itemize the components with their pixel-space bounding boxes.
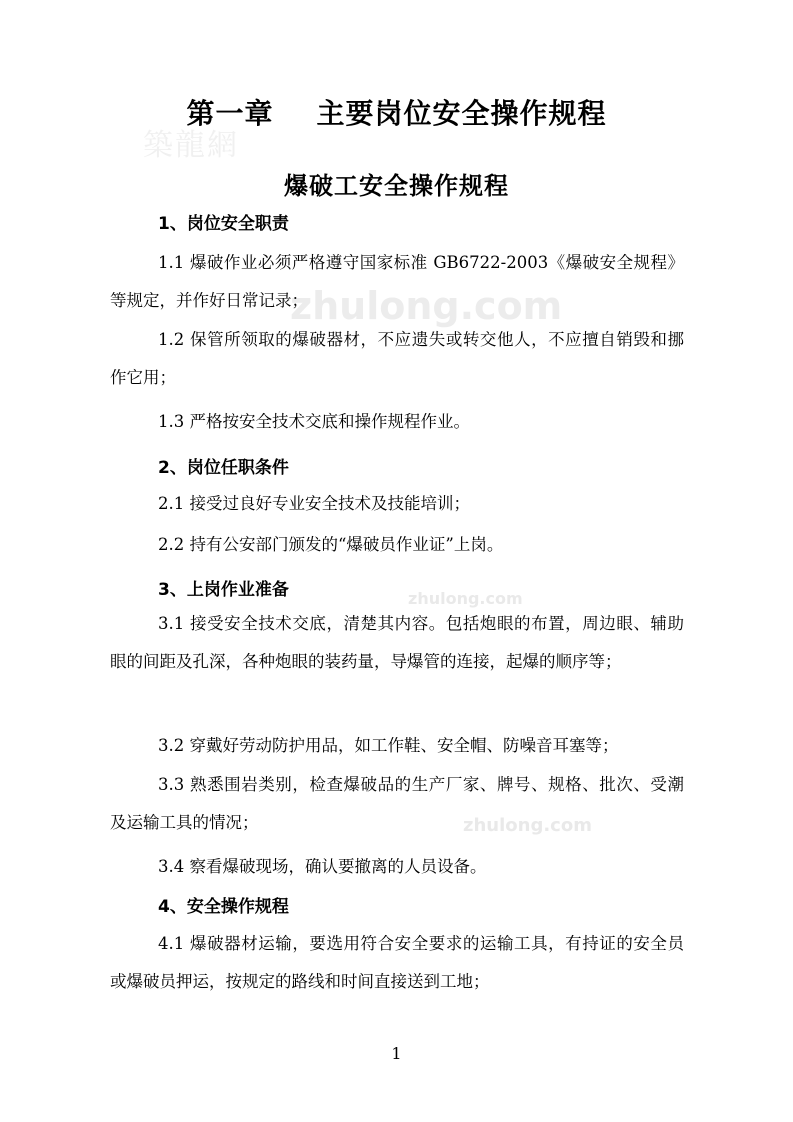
paragraph: 4.1 爆破器材运输，要选用符合安全要求的运输工具，有持证的安全员或爆破员押运，按规定的路线和时间直接送到工地；: [110, 934, 684, 991]
watermark-large: zhulong.com: [290, 284, 563, 328]
paragraph: 1.2 保管所领取的爆破器材，不应遗失或转交他人，不应擅自销毁和挪作它用；: [110, 330, 684, 387]
section-heading: 2、岗位任职条件: [158, 458, 289, 478]
paragraph: 1.3 严格按安全技术交底和操作规程作业。: [158, 412, 470, 431]
paragraph: 2.1 接受过良好专业安全技术及技能培训；: [158, 494, 470, 513]
watermark-small: zhulong.com: [463, 815, 592, 836]
paragraph: 3.1 接受安全技术交底，清楚其内容。包括炮眼的布置，周边眼、辅助眼的间距及孔深，各种炮眼的装药量，导爆管的连接，起爆的顺序等；: [110, 614, 684, 671]
section-heading: 3、上岗作业准备: [158, 580, 289, 600]
section-heading: 1、岗位安全职责: [158, 214, 289, 234]
page-number: 1: [391, 1044, 402, 1063]
section-heading: 4、安全操作规程: [158, 897, 289, 917]
paragraph: 1.1 爆破作业必须严格遵守国家标准 GB6722-2003《爆破安全规程》等规定，并作好日常记录；: [110, 253, 684, 310]
paragraph: 3.4 察看爆破现场，确认要撤离的人员设备。: [158, 857, 487, 876]
paragraph: 2.2 持有公安部门颁发的“爆破员作业证”上岗。: [158, 535, 504, 554]
paragraph: 3.3 熟悉围岩类别，检查爆破品的生产厂家、牌号、规格、批次、受潮及运输工具的情况；: [110, 775, 684, 832]
section-title: 爆破工安全操作规程: [284, 172, 509, 200]
paragraph: 3.2 穿戴好劳动防护用品，如工作鞋、安全帽、防噪音耳塞等；: [158, 736, 619, 755]
chapter-title: 第一章 主要岗位安全操作规程: [186, 97, 607, 130]
watermark-small: zhulong.com: [408, 589, 523, 608]
watermark-seal: 築龍網: [143, 128, 239, 163]
